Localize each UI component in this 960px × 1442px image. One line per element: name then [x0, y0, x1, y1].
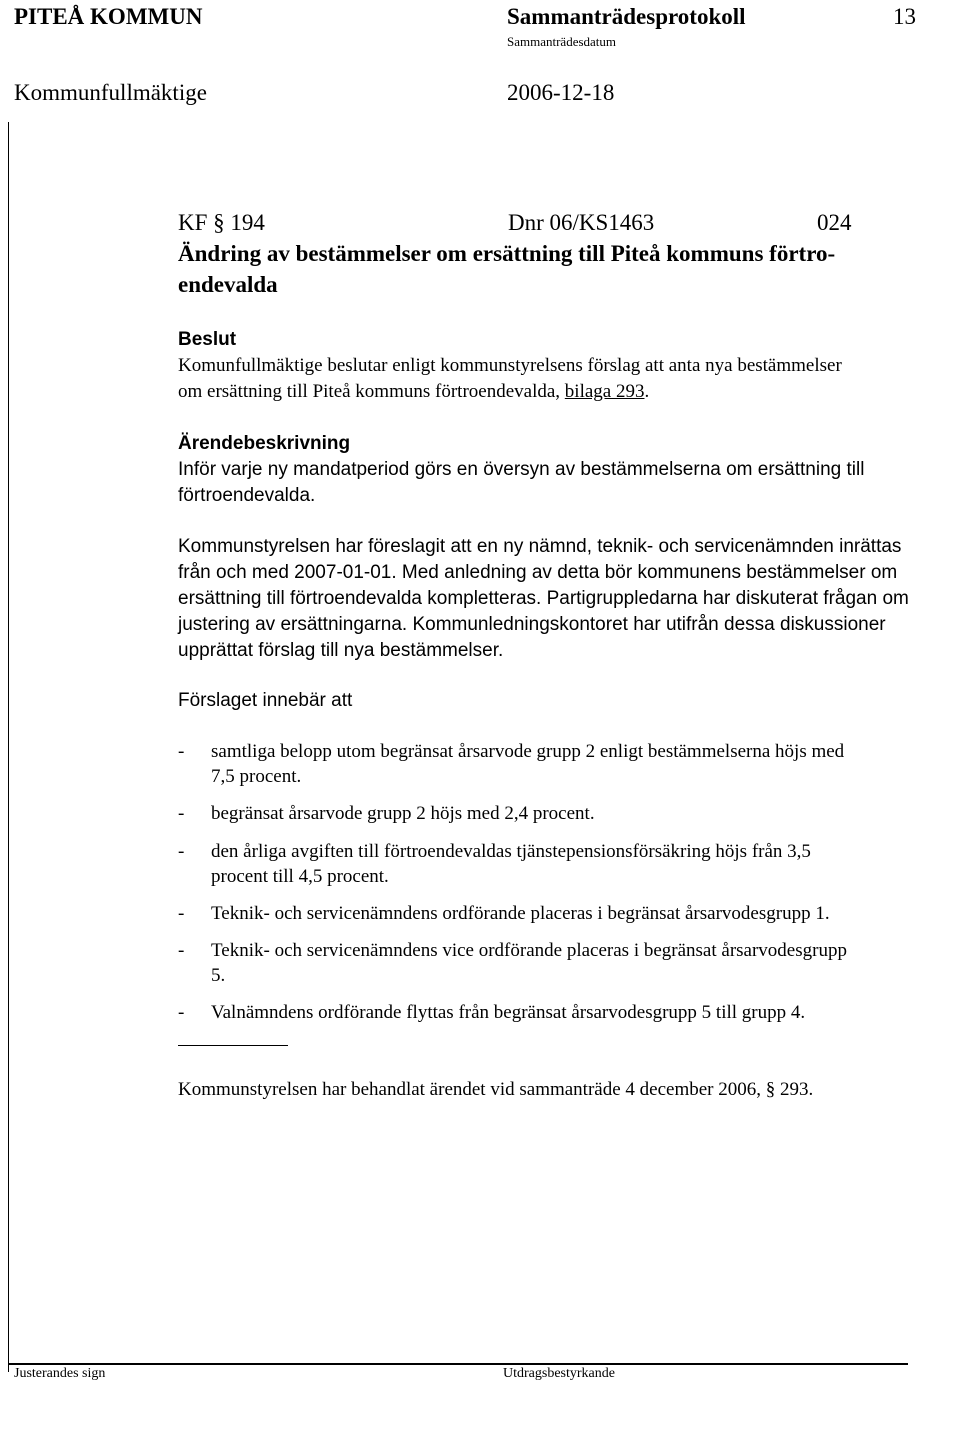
- list-dash: -: [178, 841, 185, 862]
- list-item-line: samtliga belopp utom begränsat årsarvode grupp 2 enligt bestämmelserna höjs med: [211, 741, 845, 762]
- paragraph-line: från och med 2007-01-01. Med anledning av detta bör kommunens bestämmelser om: [178, 562, 898, 583]
- footer-rule: [8, 1363, 908, 1365]
- list-dash: -: [178, 803, 185, 824]
- date-label: Sammanträdesdatum: [507, 34, 617, 49]
- beslut-text-line: [178, 379, 948, 405]
- justerandes-sign-label: Justerandes sign: [14, 1366, 106, 1381]
- list-item-line: procent till 4,5 procent.: [211, 866, 389, 887]
- paragraph-line: ersättning till förtroendevalda kompletteras. Partigruppledarna har diskuterat frågan om: [178, 588, 909, 609]
- list-item-line: 5.: [211, 965, 226, 986]
- beslut-section: [178, 327, 948, 405]
- list-dash: -: [178, 940, 185, 961]
- list-dash: -: [178, 741, 185, 762]
- page-number: 13: [893, 4, 916, 29]
- arende-section: [178, 431, 948, 509]
- beslut-heading: Beslut: [178, 329, 237, 350]
- case-diary-number: Dnr 06/KS1463: [508, 210, 655, 235]
- paragraph-line: upprättat förslag till nya bestämmelser.: [178, 640, 504, 661]
- case-title-line: endevalda: [178, 272, 278, 297]
- utdragsbestyrkande-label: Utdragsbestyrkande: [503, 1366, 615, 1381]
- paragraph-line: justering av ersättningarna. Kommunledningskontoret har utifrån dessa diskussioner: [178, 614, 886, 635]
- meeting-date: 2006-12-18: [507, 80, 615, 105]
- list-item-line: Teknik- och servicenämndens vice ordförande placeras i begränsat årsarvodesgrupp: [211, 940, 847, 961]
- arende-text-line: förtroendevalda.: [178, 485, 316, 506]
- list-item-line: den årliga avgiften till förtroendevaldas tjänstepensionsförsäkring höjs från 3,5: [211, 841, 811, 862]
- case-title: [178, 238, 938, 300]
- kommunstyrelsen-paragraph: [178, 534, 948, 664]
- organization-name: PITEÅ KOMMUN: [14, 4, 203, 29]
- beslut-text-post: .: [644, 381, 650, 402]
- closing-text: Kommunstyrelsen har behandlat ärendet vid sammanträde 4 december 2006, § 293.: [178, 1079, 814, 1100]
- list-item-line: begränsat årsarvode grupp 2 höjs med 2,4 procent.: [211, 803, 595, 824]
- list-item-line: Valnämndens ordförande flyttas från begränsat årsarvodesgrupp 5 till grupp 4.: [211, 1002, 806, 1023]
- paragraph-line: Kommunstyrelsen har föreslagit att en ny nämnd, teknik- och servicenämnden inrättas: [178, 536, 902, 557]
- forslaget-intro: [178, 688, 948, 714]
- closing-paragraph: [178, 1077, 948, 1103]
- arende-heading: Ärendebeskrivning: [178, 433, 351, 454]
- beslut-text-line: Komunfullmäktige beslutar enligt kommunstyrelsens förslag att anta nya bestämmelser: [178, 355, 842, 376]
- list-item-line: 7,5 procent.: [211, 766, 302, 787]
- meeting-body: Kommunfullmäktige: [14, 80, 207, 105]
- case-paragraph-number: KF § 194: [178, 210, 265, 235]
- case-code: 024: [817, 210, 852, 235]
- bilaga-link[interactable]: bilaga 293: [564, 381, 645, 402]
- beslut-text-pre: om ersättning till Piteå kommuns förtroendevalda,: [178, 381, 565, 402]
- list-item-line: Teknik- och servicenämndens ordförande placeras i begränsat årsarvodesgrupp 1.: [211, 903, 830, 924]
- separator-rule: [178, 1045, 288, 1046]
- list-dash: -: [178, 1002, 185, 1023]
- arende-text-line: Inför varje ny mandatperiod görs en översyn av bestämmelserna om ersättning till: [178, 459, 865, 480]
- case-title-line: Ändring av bestämmelser om ersättning till Piteå kommuns förtro-: [178, 241, 836, 266]
- forslaget-intro-text: Förslaget innebär att: [178, 690, 353, 711]
- left-margin-rule: [8, 122, 9, 1372]
- list-dash: -: [178, 903, 185, 924]
- document-type: Sammanträdesprotokoll: [507, 4, 746, 29]
